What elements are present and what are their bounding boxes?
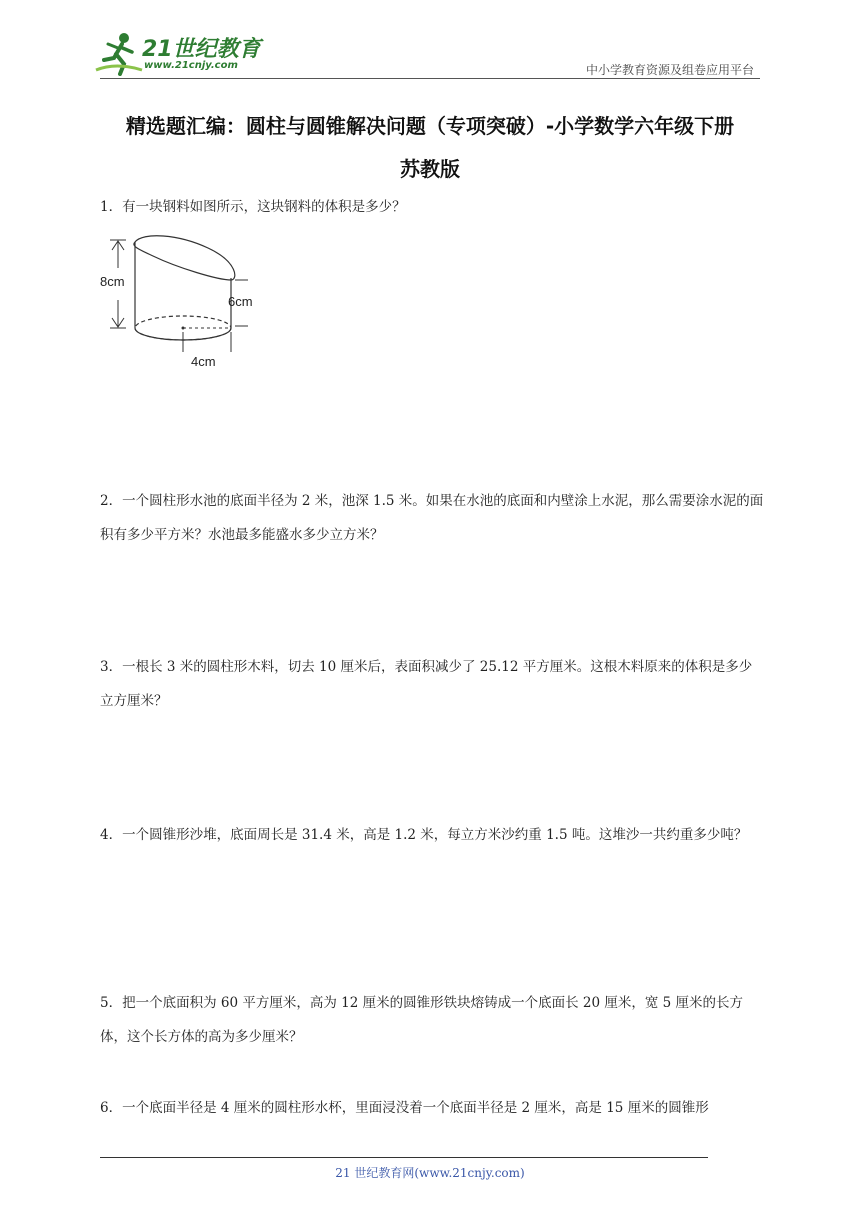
question-4: 4．一个圆锥形沙堆，底面周长是 31.4 米，高是 1.2 米，每立方米沙约重 1.5 吨。这堆沙一共约重多少吨？ [100,827,748,843]
document-title-line1: 精选题汇编：圆柱与圆锥解决问题（专项突破）-小学数学六年级下册 [125,114,735,138]
figure-label-4cm: 4cm [191,354,216,369]
document-title-line2: 苏教版 [400,157,460,181]
question-2: 2．一个圆柱形水池的底面半径为 2 米，池深 1.5 米。如果在水池的底面和内壁涂上水泥，那么需要涂水泥的面积有多少平方米？水池最多能盛水多少立方米？ [100,493,764,543]
page-header [0,0,860,82]
question-1: 1．有一块钢料如图所示，这块钢料的体积是多少？ [100,199,406,215]
footer-link[interactable]: 21 世纪教育网(www.21cnjy.com) [335,1166,525,1180]
header-divider [100,78,760,79]
logo-text: 21世纪教育 [142,37,261,62]
logo-url: www.21cnjy.com [144,60,238,71]
cut-cylinder-diagram [98,228,268,370]
header-platform-text: 中小学教育资源及组卷应用平台 [585,63,754,77]
footer-divider [100,1157,708,1158]
site-logo [94,30,264,80]
question-3: 3．一根长 3 米的圆柱形木料，切去 10 厘米后，表面积减少了 25.12 平方厘米。这根木料原来的体积是多少立方厘米？ [100,659,753,709]
runner-logo-icon [94,30,144,76]
figure-label-8cm: 8cm [100,274,125,289]
figure-label-6cm: 6cm [228,294,253,309]
question-6: 6．一个底面半径是 4 厘米的圆柱形水杯，里面浸没着一个底面半径是 2 厘米，高是 15 厘米的圆锥形 [100,1100,709,1116]
question-5: 5．把一个底面积为 60 平方厘米，高为 12 厘米的圆锥形铁块熔铸成一个底面长 20 厘米，宽 5 厘米的长方体，这个长方体的高为多少厘米？ [100,995,744,1045]
question-1-figure [98,228,268,370]
